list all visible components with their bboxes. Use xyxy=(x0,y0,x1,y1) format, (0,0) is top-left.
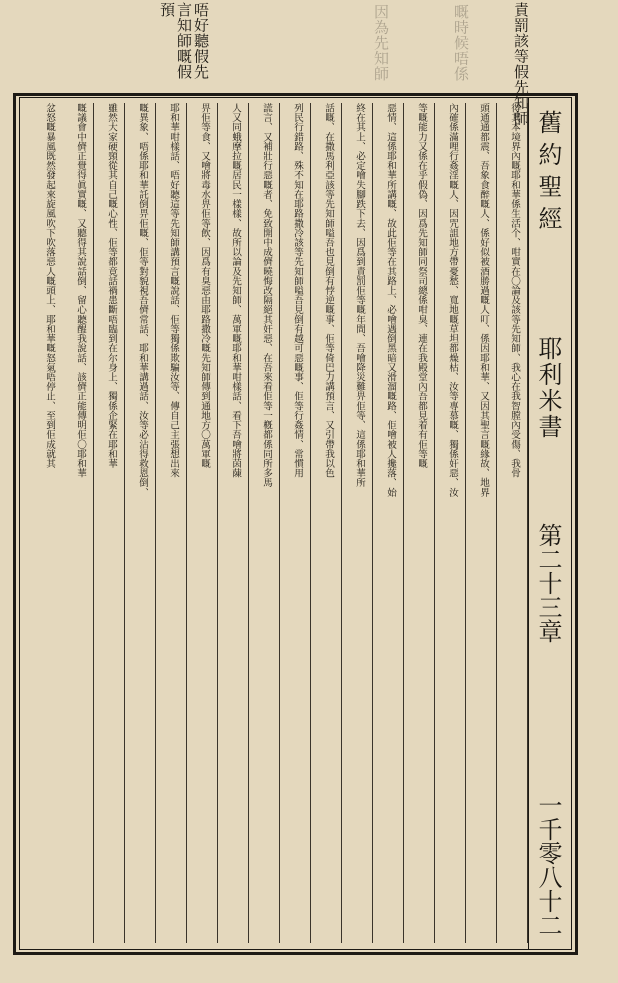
top-note-4: 唔好聽假先言知師嘅假預 xyxy=(158,2,210,80)
text-column-15: 嘅議會中儕正覺得眞實嘅、又聽得其說話倒、留心聽醒我說話、該儕正能傳明佢〇耶和華 xyxy=(63,103,94,943)
text-column-6: 終在其上、必定噲失腳跌下去、因爲到責罰佢等嘅年間、吾噲降災難畀佢等、這係耶和華所 xyxy=(342,103,373,943)
top-note-2: 嘅時候唔係 xyxy=(452,4,470,82)
text-column-5: 惡情、這係耶和華所講嘅、故此佢等在其路上、必噲遇倒黑暗又滑溜嘅路、佢噲被人攙落、始 xyxy=(373,103,404,943)
top-notes xyxy=(0,0,618,126)
header-chapter-book: 耶利米書 xyxy=(534,336,562,440)
text-column-11: 畀佢等食、又噲將毒水畀佢等飲、因爲有臭惡由耶路撒冷嘅先知師傳到通地方〇萬軍嘅 xyxy=(187,103,218,943)
text-column-10: 人又同蛾摩拉嘅居民一樣樣、故所以論及先知師、萬軍嘅耶和華咁樣話、看下吾噲將茵蔯 xyxy=(218,103,249,943)
text-column-13: 嘅異象、唔係耶和華託倒畀佢嘅、佢等對貌視吾儕常話、耶和華講過話、汝等必沾得救恩倒、 xyxy=(125,103,156,943)
text-column-7: 話嘅、在撒馬利亞該等先知師嗌吾也見倒有悖逆嘅事、佢等倚巴力講預言、又引帶我以色 xyxy=(311,103,342,943)
text-column-4: 等嘅能力又係在乎假偽、因爲先知師同祭司總係咁臭、連在我殿堂內吾都見着有佢等嘅 xyxy=(404,103,435,943)
top-note-3: 因為先知師 xyxy=(372,4,390,82)
top-note-1: 責罰該等假先知師 xyxy=(512,2,530,126)
text-column-3: 內確係滿哩行姦淫嘅人、因咒詛地方帶憂愁、寬地嘅草坦都燥枯、汝等專慕嘅、獨係奸惡、汝 xyxy=(435,103,466,943)
header-book-title: 舊約聖經 xyxy=(534,110,562,238)
text-column-14: 雖然大家硬頸從其自己嘅心性、佢等都竟話禍患斷唔臨到在尔身上、獨係企緊在耶和華 xyxy=(94,103,125,943)
header-chapter: 第二十三章 xyxy=(534,523,562,643)
text-column-12: 耶和華咁樣話、唔好聽這等先知師講預言嘅說話、佢等獨係欺騙汝等、傳自己主張想出來 xyxy=(156,103,187,943)
text-column-16: 忿怒嘅暴風既然發起來旋風吹下吹落惡人嘅頭上、耶和華嘅怒氣唔停止、至到佢成就其 xyxy=(44,103,55,469)
header-page-number: 一千零八十二 xyxy=(534,793,562,937)
text-column-1: 得其本境界內嘅耶和華係生活个、咁實在〇論及該等先知師、我心在我智膛內受傷、我骨 xyxy=(497,103,528,943)
text-column-2: 頭通通都震、吾象食醉嘅人、係好似被酒勝過嘅人叮、係因耶和華、又因其聖言嘅緣故、地界 xyxy=(466,103,497,943)
text-column-8: 列民行錯路、殊不知在耶路撒冷該等先知師嗌吾見倒有越可惡嘅事、佢等行姦情、常慣用 xyxy=(280,103,311,943)
text-column-9: 謊言、又補壯行惡嘅者、免致開中成儕曉悔改隔絕其奸惡、在吾來看佢等一槪都係同所多馬 xyxy=(249,103,280,943)
running-header xyxy=(528,98,572,949)
